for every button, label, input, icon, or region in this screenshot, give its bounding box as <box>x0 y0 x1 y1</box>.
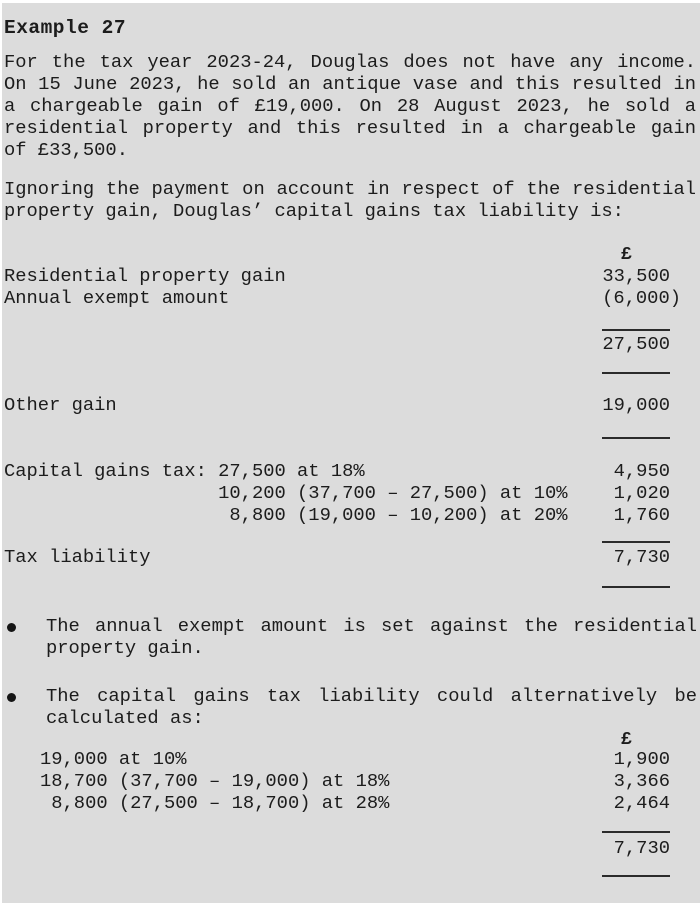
row-label: 10,200 (37,700 – 27,500) at 10% <box>4 482 568 504</box>
total-rule <box>602 329 670 331</box>
row-amount: 3,366 <box>613 770 670 792</box>
row-amount: 4,950 <box>613 460 670 482</box>
question-paragraph <box>4 178 696 222</box>
computation-row <box>4 460 700 482</box>
total-amount: 7,730 <box>613 837 670 859</box>
currency-header-row <box>4 243 700 265</box>
total-rule <box>602 831 670 833</box>
row-amount: 33,500 <box>602 265 670 287</box>
subtotal-row <box>4 333 700 355</box>
computation-row <box>4 504 700 526</box>
row-label: 8,800 (27,500 – 18,700) at 28% <box>40 792 390 814</box>
intro-line: residential property and this resulted in a chargeable gain <box>4 117 696 139</box>
intro-paragraph <box>4 51 696 161</box>
total-rule <box>602 586 670 588</box>
bullet-line: property gain. <box>46 637 204 659</box>
bullet-line: The annual exempt amount is set against the residential <box>46 615 697 637</box>
tax-liability-row <box>4 546 700 568</box>
bullet-note <box>46 685 697 729</box>
computation-row <box>4 482 700 504</box>
computation-row <box>40 770 700 792</box>
intro-line: of £33,500. <box>4 139 128 161</box>
row-amount: 19,000 <box>602 394 670 416</box>
row-label: 18,700 (37,700 – 19,000) at 18% <box>40 770 390 792</box>
currency-symbol: £ <box>620 243 632 265</box>
computation-row <box>40 792 700 814</box>
subtotal-amount: 27,500 <box>602 333 670 355</box>
row-amount: 1,900 <box>613 748 670 770</box>
currency-header-row <box>4 728 700 750</box>
computation-row <box>4 287 700 309</box>
total-rule <box>602 541 670 543</box>
bullet-line: calculated as: <box>46 707 204 729</box>
bullet-line: The capital gains tax liability could alternatively be <box>46 685 697 707</box>
computation-row <box>40 748 700 770</box>
computation-row <box>4 394 700 416</box>
row-label: Other gain <box>4 394 117 416</box>
bullet-note <box>46 615 697 659</box>
page-title: Example 27 <box>4 17 127 40</box>
row-label: 19,000 at 10% <box>40 748 187 770</box>
intro-line: On 15 June 2023, he sold an antique vase and this resulted in <box>4 73 696 95</box>
question-line: Ignoring the payment on account in respect of the residential <box>4 178 696 200</box>
computation-row <box>4 265 700 287</box>
row-amount: 2,464 <box>613 792 670 814</box>
total-amount: 7,730 <box>613 546 670 568</box>
bullet-icon <box>7 693 16 702</box>
total-rule <box>602 372 670 374</box>
row-label: Annual exempt amount <box>4 287 230 309</box>
row-amount: (6,000) <box>602 287 681 309</box>
currency-symbol: £ <box>620 728 632 750</box>
row-label: Tax liability <box>4 546 151 568</box>
row-amount: 1,020 <box>613 482 670 504</box>
bullet-icon <box>7 623 16 632</box>
row-amount: 1,760 <box>613 504 670 526</box>
total-rule <box>602 437 670 439</box>
alt-total-row <box>4 837 700 859</box>
question-line: property gain, Douglas’ capital gains tax liability is: <box>4 200 624 222</box>
row-label: Residential property gain <box>4 265 286 287</box>
row-label: 8,800 (19,000 – 10,200) at 20% <box>4 504 568 526</box>
intro-line: a chargeable gain of £19,000. On 28 August 2023, he sold a <box>4 95 696 117</box>
total-rule <box>602 875 670 877</box>
row-label: Capital gains tax: 27,500 at 18% <box>4 460 365 482</box>
intro-line: For the tax year 2023-24, Douglas does not have any income. <box>4 51 696 73</box>
